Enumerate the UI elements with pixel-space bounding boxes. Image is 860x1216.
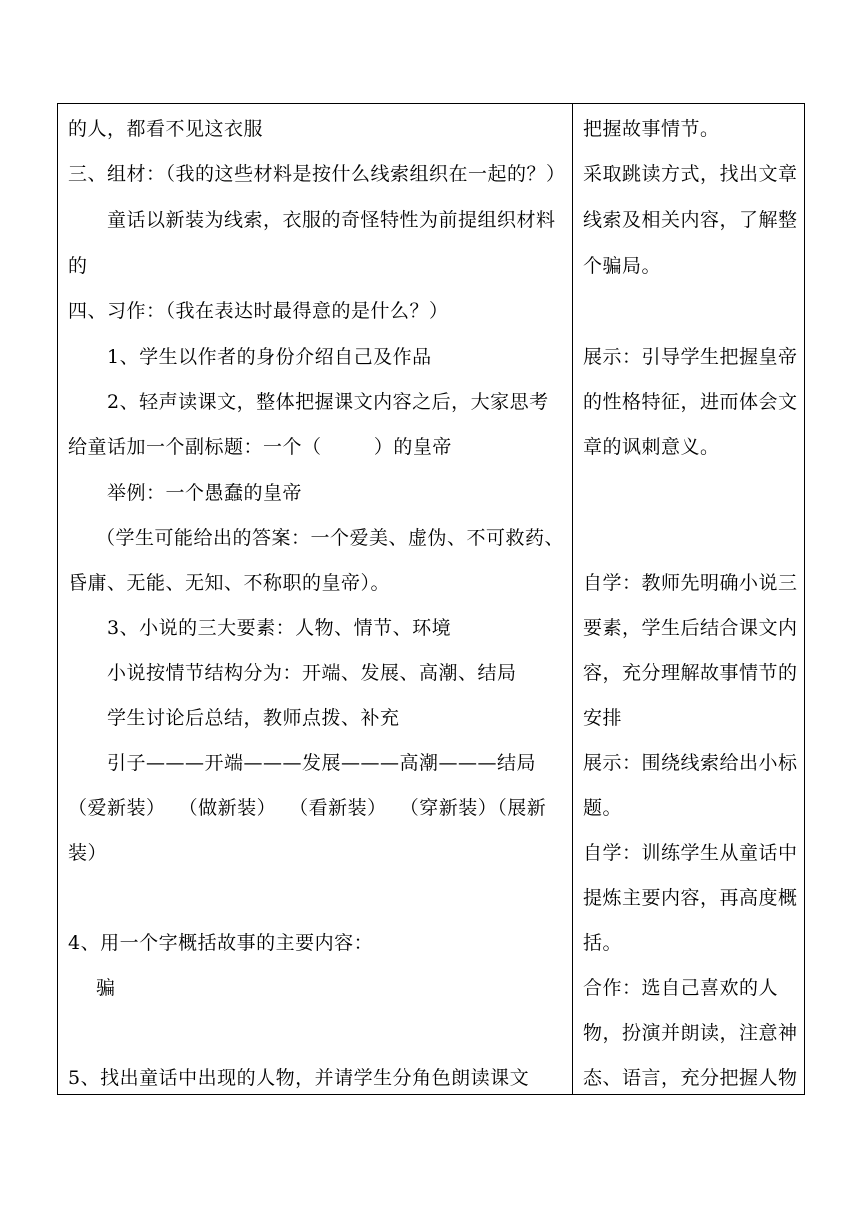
- content-line: 学生讨论后总结，教师点拨、补充: [107, 707, 400, 729]
- lesson-plan-table: [57, 103, 805, 1095]
- method-line: 展示：围绕线索给出小标: [583, 752, 798, 774]
- method-line: 线索及相关内容，了解整: [583, 209, 798, 231]
- content-line: 1、学生以作者的身份介绍自己及作品: [107, 346, 432, 368]
- method-line: 提炼主要内容，再高度概: [583, 887, 798, 909]
- method-line: 展示：引导学生把握皇帝: [583, 346, 798, 368]
- content-line: 给童话加一个副标题：一个（ ）的皇帝: [68, 436, 452, 458]
- method-line: 章的讽刺意义。: [583, 436, 720, 458]
- content-line: 2、轻声读课文，整体把握课文内容之后，大家思考: [107, 391, 549, 413]
- method-line: 物，扮演并朗读，注意神: [583, 1022, 798, 1044]
- content-line: （学生可能给出的答案：一个爱美、虚伪、不可救药、: [96, 527, 565, 549]
- method-line: 自学：教师先明确小说三: [583, 572, 798, 594]
- method-line: 题。: [583, 797, 623, 819]
- method-line: 合作：选自己喜欢的人: [583, 977, 779, 999]
- content-line: 举例：一个愚蠢的皇帝: [107, 482, 303, 504]
- content-line: 骗: [96, 977, 116, 999]
- content-line: （爱新装） （做新装） （看新装） （穿新装）（展新: [68, 797, 547, 819]
- content-line: 三、组材：（我的这些材料是按什么线索组织在一起的？）: [68, 163, 566, 185]
- method-line: 采取跳读方式，找出文章: [583, 163, 798, 185]
- method-line: 安排: [583, 707, 623, 729]
- teaching-method-column: [573, 104, 806, 1094]
- method-line: 容，充分理解故事情节的: [583, 662, 798, 684]
- content-line: 3、小说的三大要素：人物、情节、环境: [107, 617, 452, 639]
- content-line: 的人，都看不见这衣服: [68, 118, 264, 140]
- content-line: 四、习作：（我在表达时最得意的是什么？）: [68, 300, 449, 322]
- content-line: 小说按情节结构分为：开端、发展、高潮、结局: [107, 662, 517, 684]
- method-line: 把握故事情节。: [583, 118, 720, 140]
- method-line: 的性格特征，进而体会文: [583, 391, 798, 413]
- teaching-content-column: [58, 104, 572, 1094]
- content-line: 5、找出童话中出现的人物，并请学生分角色朗读课文: [68, 1067, 530, 1089]
- method-line: 个骗局。: [583, 255, 662, 277]
- method-line: 自学：训练学生从童话中: [583, 842, 798, 864]
- content-line: 引子———开端———发展———高潮———结局: [107, 752, 537, 774]
- content-line: 的: [68, 255, 88, 277]
- method-line: 要素，学生后结合课文内: [583, 617, 798, 639]
- method-line: 态、语言，充分把握人物: [583, 1067, 798, 1089]
- content-line: 童话以新装为线索，衣服的奇怪特性为前提组织材料: [107, 209, 556, 231]
- method-line: 括。: [583, 932, 623, 954]
- content-line: 昏庸、无能、无知、不称职的皇帝）。: [68, 572, 391, 594]
- content-line: 4、用一个字概括故事的主要内容：: [68, 932, 374, 954]
- content-line: 装）: [68, 842, 108, 864]
